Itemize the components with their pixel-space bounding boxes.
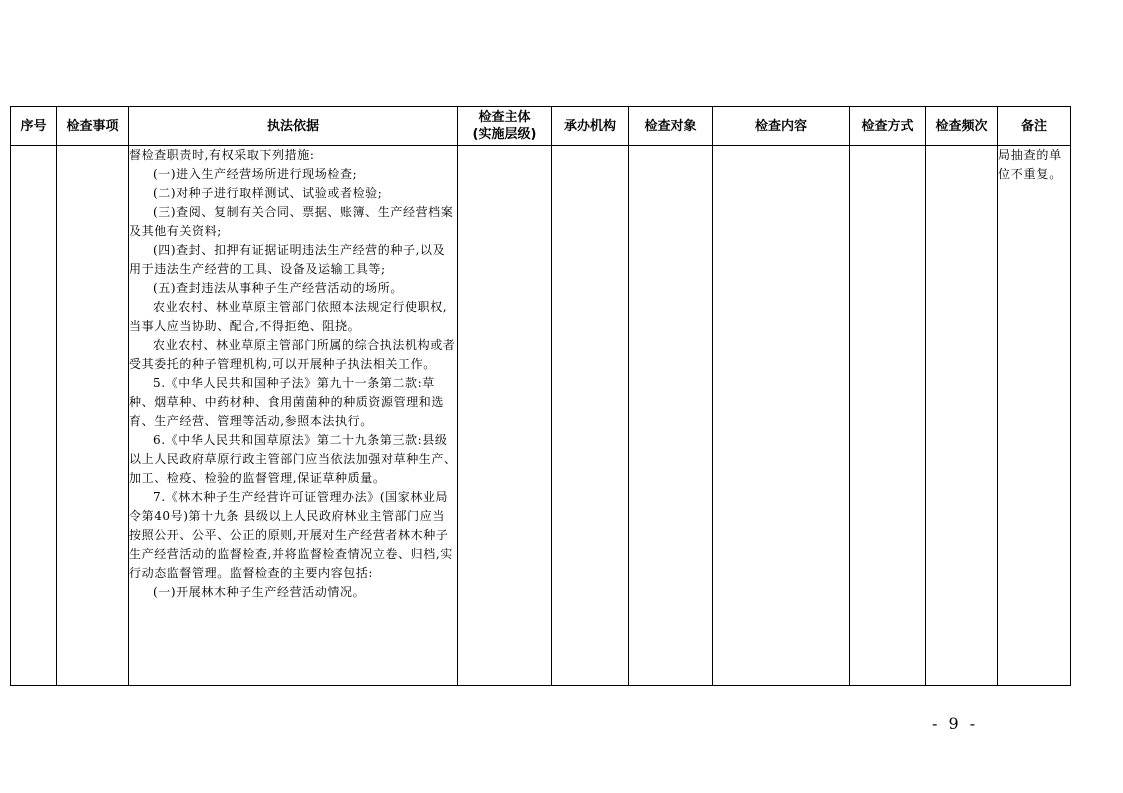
header-frequency: 检查频次	[926, 107, 998, 146]
header-content: 检查内容	[713, 107, 850, 146]
basis-line: 农业农村、林业草原主管部门所属的综合执法机构或者受其委托的种子管理机构,可以开展种子执法相关工作。	[129, 338, 456, 371]
cell-content	[713, 146, 850, 686]
cell-seq	[11, 146, 57, 686]
cell-subject	[458, 146, 552, 686]
page-number: - 9 -	[932, 714, 979, 733]
header-item: 检查事项	[57, 107, 129, 146]
header-subject-line2: (实施层级)	[472, 127, 537, 142]
header-subject	[458, 107, 552, 146]
basis-line: (一)开展林木种子生产经营活动情况。	[153, 585, 366, 599]
cell-agency	[552, 146, 629, 686]
cell-basis	[129, 146, 458, 686]
basis-line: (三)查阅、复制有关合同、票据、账簿、生产经营档案及其他有关资料;	[129, 205, 454, 238]
header-seq: 序号	[11, 107, 57, 146]
basis-line: 督检查职责时,有权采取下列措施:	[129, 148, 315, 162]
table-row	[11, 146, 1071, 686]
cell-frequency	[926, 146, 998, 686]
cell-remarks: 局抽查的单位不重复。	[998, 146, 1071, 686]
header-remarks: 备注	[998, 107, 1071, 146]
basis-line: (四)查封、扣押有证据证明违法生产经营的种子,以及用于违法生产经营的工具、设备及运输工具等;	[129, 243, 446, 276]
basis-line: 7.《林木种子生产经营许可证管理办法》(国家林业局令第40号)第十九条 县级以上人民政府林业主管部门应当按照公开、公平、公正的原则,开展对生产经营者林木种子生产经营活动的监督检查,并将监督检查情况立卷、归档,实行动态监督管理。监督检查的主要内容包括:	[129, 490, 453, 580]
inspection-table	[10, 106, 1071, 686]
cell-method	[850, 146, 926, 686]
basis-line: (五)查封违法从事种子生产经营活动的场所。	[153, 281, 403, 295]
basis-line: 6.《中华人民共和国草原法》第二十九条第三款:县级以上人民政府草原行政主管部门应当依法加强对草种生产、加工、检疫、检验的监督管理,保证草种质量。	[129, 433, 457, 485]
header-row	[11, 107, 1071, 146]
header-target: 检查对象	[629, 107, 713, 146]
basis-line: 5.《中华人民共和国种子法》第九十一条第二款:草种、烟草种、中药材种、食用菌菌种的种质资源管理和选育、生产经营、管理等活动,参照本法执行。	[129, 376, 445, 428]
header-basis: 执法依据	[129, 107, 458, 146]
basis-line: (一)进入生产经营场所进行现场检查;	[153, 167, 358, 181]
cell-item	[57, 146, 129, 686]
basis-line: 农业农村、林业草原主管部门依照本法规定行使职权,当事人应当协助、配合,不得拒绝、阻挠。	[129, 300, 448, 333]
basis-line: (二)对种子进行取样测试、试验或者检验;	[153, 186, 383, 200]
cell-target	[629, 146, 713, 686]
header-agency: 承办机构	[552, 107, 629, 146]
header-method: 检查方式	[850, 107, 926, 146]
header-subject-line1: 检查主体	[478, 110, 531, 125]
